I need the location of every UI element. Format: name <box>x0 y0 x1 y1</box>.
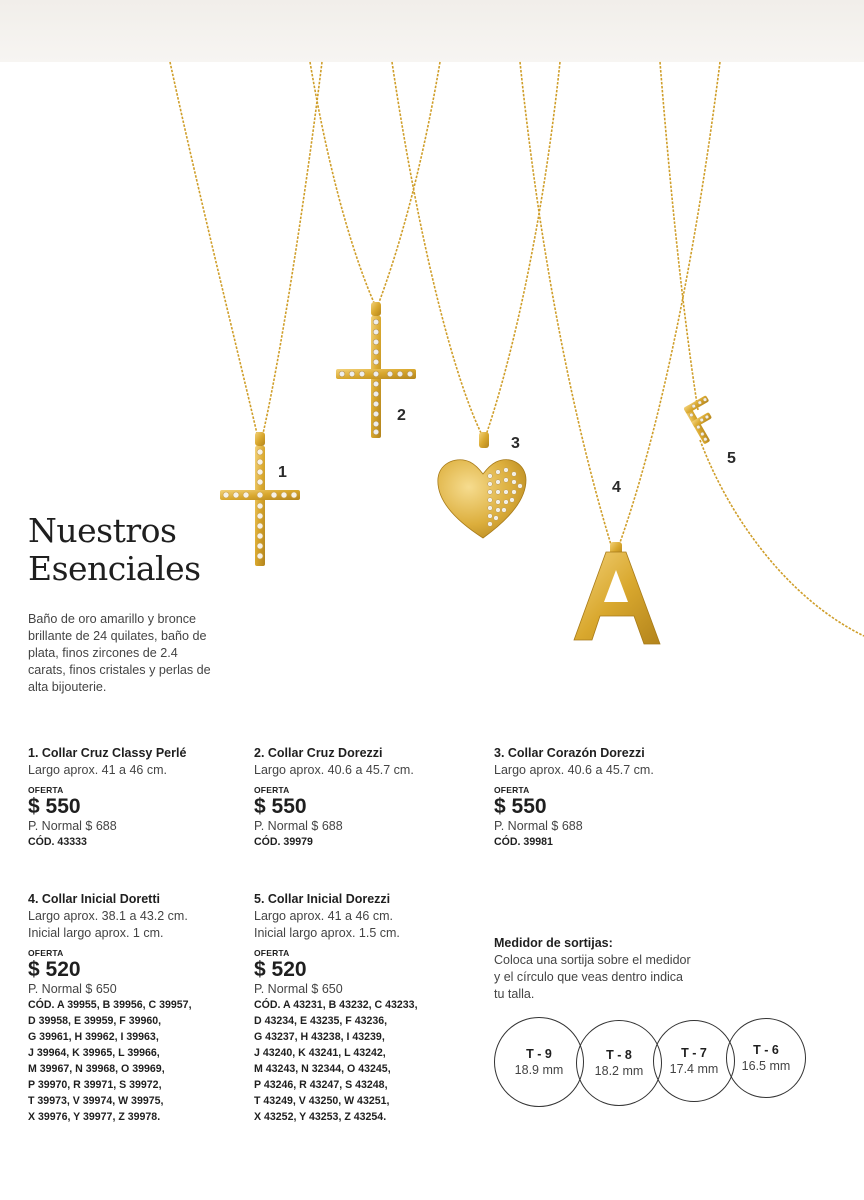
product-size: Largo aprox. 40.6 a 45.7 cm. <box>494 763 654 777</box>
product-size: Largo aprox. 41 a 46 cm. <box>28 763 167 777</box>
ring-size-label: T - 7 <box>681 1046 707 1060</box>
product-code-line: CÓD. A 39955, B 39956, C 39957, <box>28 999 192 1011</box>
offer-price: $ 550 <box>494 795 547 818</box>
photo-number-2: 2 <box>397 407 406 424</box>
page-title <box>28 512 201 588</box>
product-size: Largo aprox. 38.1 a 43.2 cm. <box>28 909 188 923</box>
photo-number-4: 4 <box>612 479 621 496</box>
product-code-line: M 39967, N 39968, O 39969, <box>28 1063 165 1075</box>
photo-number-5: 5 <box>727 450 736 467</box>
ring-size-9 <box>494 1017 584 1107</box>
ring-size-6 <box>726 1018 806 1098</box>
ring-diameter: 16.5 mm <box>741 1059 791 1073</box>
offer-price: $ 550 <box>254 795 307 818</box>
product-code-line: G 43237, H 43238, I 43239, <box>254 1031 385 1043</box>
ring-size-8 <box>576 1020 662 1106</box>
letter-a-glyph: A <box>616 645 618 646</box>
product-code-line: D 39958, E 39959, F 39960, <box>28 1015 162 1027</box>
product-card-2 <box>254 745 484 850</box>
collection-description: Baño de oro amarillo y bronce brillante de 24 quilates, baño de plata, finos zircones de 2.4 carats, finos cristales y perlas de alta bijouterie. <box>28 612 211 694</box>
product-code-line: CÓD. A 43231, B 43232, C 43233, <box>254 999 418 1011</box>
product-size: Largo aprox. 41 a 46 cm. <box>254 909 393 923</box>
product-card-4 <box>28 891 258 1125</box>
ring-diameter: 18.2 mm <box>594 1064 644 1078</box>
offer-price: $ 520 <box>254 958 307 981</box>
ring-size-label: T - 9 <box>526 1047 552 1061</box>
product-code: CÓD. 43333 <box>28 836 87 848</box>
product-code-line: X 39976, Y 39977, Z 39978. <box>28 1111 161 1123</box>
product-name: 3. Collar Corazón Dorezzi <box>494 746 645 760</box>
cross-pendant-1 <box>220 432 300 566</box>
page-title-line-2: Esenciales <box>28 549 201 588</box>
offer-label: OFERTA <box>28 785 64 795</box>
normal-price: P. Normal $ 688 <box>494 819 583 833</box>
product-size: Largo aprox. 40.6 a 45.7 cm. <box>254 763 414 777</box>
offer-label: OFERTA <box>254 948 290 958</box>
page-title-line-1: Nuestros <box>28 511 177 550</box>
letter-a-pendant-4 <box>574 542 660 646</box>
offer-price: $ 550 <box>28 795 81 818</box>
offer-label: OFERTA <box>28 948 64 958</box>
offer-price: $ 520 <box>28 958 81 981</box>
product-code: CÓD. 39979 <box>254 836 313 848</box>
product-code-line: X 43252, Y 43253, Z 43254. <box>254 1111 387 1123</box>
product-code-line: J 39964, K 39965, L 39966, <box>28 1047 160 1059</box>
product-code-line: T 43249, V 43250, W 43251, <box>254 1095 390 1107</box>
ring-diameter: 18.9 mm <box>514 1063 564 1077</box>
ring-sizer-instructions: Coloca una sortija sobre el medidor y el círculo que veas dentro indica tu talla. <box>494 953 691 1001</box>
product-pendant-size: Inicial largo aprox. 1 cm. <box>28 926 164 940</box>
offer-label: OFERTA <box>494 785 530 795</box>
product-code-line: P 43246, R 43247, S 43248, <box>254 1079 388 1091</box>
ring-diameter: 17.4 mm <box>669 1062 719 1076</box>
product-name: 2. Collar Cruz Dorezzi <box>254 746 383 760</box>
ring-size-label: T - 6 <box>753 1043 779 1057</box>
ring-size-7 <box>653 1020 735 1102</box>
normal-price: P. Normal $ 650 <box>254 982 343 996</box>
photo-number-3: 3 <box>511 435 520 452</box>
ring-sizer-title: Medidor de sortijas: <box>494 936 613 950</box>
normal-price: P. Normal $ 688 <box>254 819 343 833</box>
product-card-5 <box>254 891 484 1125</box>
product-name: 1. Collar Cruz Classy Perlé <box>28 746 187 760</box>
product-code-line: P 39970, R 39971, S 39972, <box>28 1079 162 1091</box>
normal-price: P. Normal $ 650 <box>28 982 117 996</box>
photo-number-1: 1 <box>278 464 287 481</box>
product-code-line: T 39973, V 39974, W 39975, <box>28 1095 164 1107</box>
ring-size-label: T - 8 <box>606 1048 632 1062</box>
product-code-line: D 43234, E 43235, F 43236, <box>254 1015 388 1027</box>
offer-label: OFERTA <box>254 785 290 795</box>
product-pendant-size: Inicial largo aprox. 1.5 cm. <box>254 926 400 940</box>
product-code-line: G 39961, H 39962, I 39963, <box>28 1031 159 1043</box>
product-card-3 <box>494 745 724 850</box>
normal-price: P. Normal $ 688 <box>28 819 117 833</box>
letter-f-pendant-5 <box>683 395 730 450</box>
product-name: 5. Collar Inicial Dorezzi <box>254 892 391 906</box>
product-card-1 <box>28 745 258 850</box>
product-code: CÓD. 39981 <box>494 836 553 848</box>
product-code-line: M 43243, N 32344, O 43245, <box>254 1063 391 1075</box>
product-code-line: J 43240, K 43241, L 43242, <box>254 1047 386 1059</box>
letter-f-glyph: F <box>712 446 714 448</box>
product-name: 4. Collar Inicial Doretti <box>28 892 160 906</box>
